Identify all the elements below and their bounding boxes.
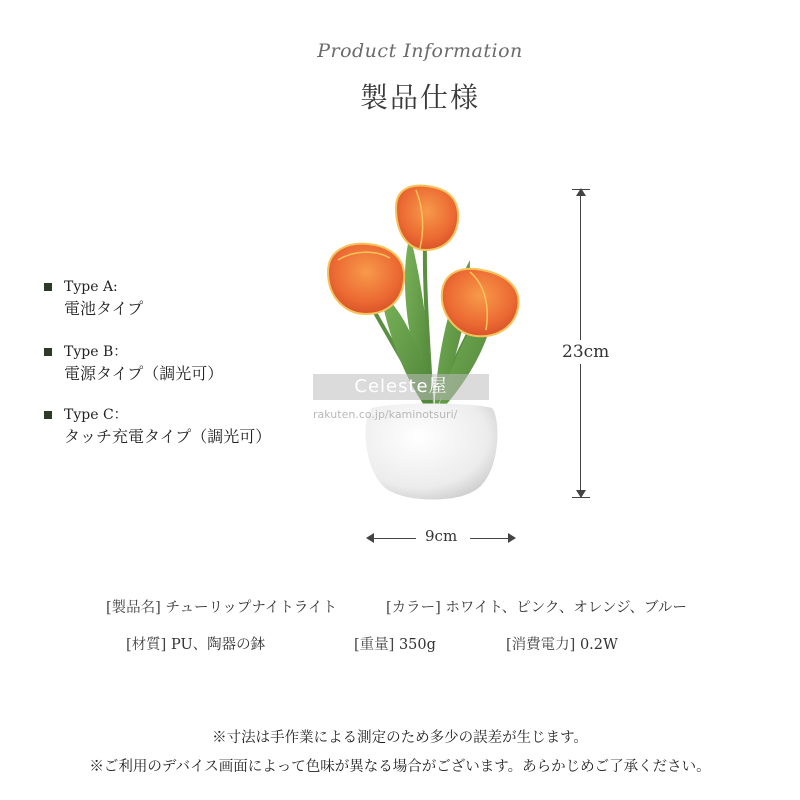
type-desc: 電池タイプ (64, 299, 144, 318)
spec-key: [カラー] (386, 600, 441, 616)
bullet-icon (44, 348, 52, 356)
tulip-flower-left (328, 244, 404, 314)
spec-value: チューリップナイトライト (165, 600, 337, 616)
type-desc: タッチ充電タイプ（調光可） (64, 427, 272, 446)
tulip-lamp-illustration (320, 180, 530, 510)
spec-key: [製品名] (106, 600, 161, 616)
page-title: 製品仕様 (359, 81, 480, 114)
tulip-flower-top (396, 186, 458, 250)
spec-value: 350g (398, 637, 436, 653)
type-name: Type B： (64, 344, 128, 360)
note-color: ※ご利用のデバイス画面によって色味が異なる場合がございます。あらかじめご了承ください。 (89, 759, 711, 775)
note-measurement: ※寸法は手作業による測定のため多少の誤差が生じます。 (212, 730, 588, 746)
arrow-down-icon (576, 490, 586, 498)
type-item-a (44, 276, 143, 320)
spec-key: [消費電力] (506, 637, 576, 653)
spec-color (386, 596, 687, 617)
bullet-icon (44, 411, 52, 419)
watermark-url: rakuten.co.jp/kaminotsuri/ (313, 408, 458, 421)
type-name: Type C： (64, 407, 128, 423)
subtitle: Product Information (317, 40, 523, 62)
width-dimension-line (368, 538, 416, 539)
type-desc: 電源タイプ（調光可） (64, 364, 224, 383)
arrow-left-icon (366, 533, 374, 543)
spec-value: 0.2W (579, 637, 618, 653)
arrow-right-icon (508, 533, 516, 543)
arrow-up-icon (576, 188, 586, 196)
height-label: 23cm (558, 340, 613, 364)
type-item-b (44, 341, 223, 385)
spec-value: PU、陶器の鉢 (170, 637, 266, 653)
spec-product-name (106, 596, 337, 617)
type-item-c (44, 404, 271, 448)
spec-key: [材質] (126, 637, 167, 653)
spec-key: [重量] (354, 637, 395, 653)
spec-weight (354, 633, 436, 654)
type-name: Type A: (64, 279, 118, 295)
spec-value: ホワイト、ピンク、オレンジ、ブルー (445, 600, 687, 616)
width-label: 9cm (425, 527, 458, 545)
bullet-icon (44, 283, 52, 291)
spec-power (506, 633, 618, 654)
spec-material (126, 633, 265, 654)
watermark: Celeste屋 (313, 374, 489, 400)
